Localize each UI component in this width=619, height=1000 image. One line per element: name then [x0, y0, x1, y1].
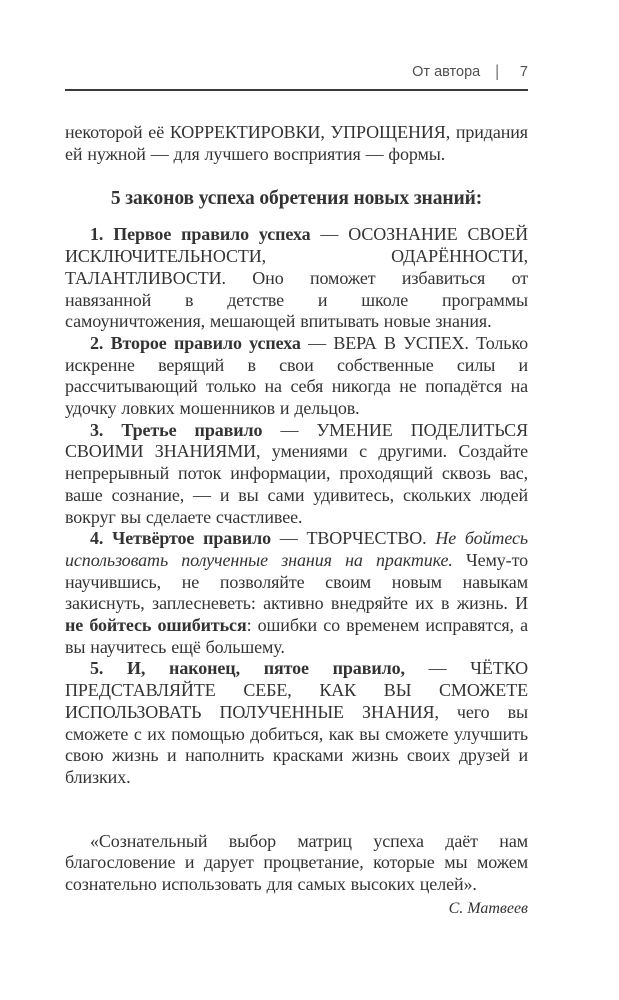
rule-paragraph [65, 420, 528, 529]
page-body [65, 122, 528, 919]
rule-paragraph [65, 528, 528, 658]
running-header-section-title: От автора [412, 64, 481, 80]
page-number: 7 [519, 64, 528, 80]
text-segment: Чему-то научившись, не позволяйте своим новым навыкам закиснуть, заплесневеть: активно внедряйте их в жизнь. И [65, 549, 528, 614]
text-segment: не бойтесь ошибиться [65, 615, 247, 636]
text-segment: 5. И, наконец, пятое правило, [90, 658, 405, 679]
text-segment: — ЧЁТКО ПРЕДСТАВЛЯЙТЕ СЕБЕ, КАК ВЫ СМОЖЕТЕ ИСПОЛЬЗОВАТЬ ПОЛУЧЕННЫЕ ЗНАНИЯ, чего вы сможете с их помощью добиться, как вы сможете улучшить свою жизнь и наполнить красками жизнь своих друзей и близких. [65, 658, 528, 787]
text-segment: 1. Первое правило успеха [90, 224, 311, 245]
text-segment: Не бойтесь использовать полученные знания на практике. [65, 528, 528, 570]
rules-list [65, 224, 528, 788]
intro-paragraph: некоторой её КОРРЕКТИРОВКИ, УПРОЩЕНИЯ, придания ей нужной — для лучшего восприятия — формы. [65, 122, 528, 164]
quote-block [65, 831, 528, 919]
text-segment: 2. Второе правило успеха [90, 332, 301, 353]
text-segment: 3. Третье правило [90, 419, 263, 440]
text-segment: — ТВОРЧЕСТВО. [270, 528, 436, 549]
text-segment: : ошибки со временем исправятся, а вы научитесь ещё большему. [65, 615, 528, 657]
text-segment: — ВЕРА В УСПЕХ. Только искренне верящий в свои собственные силы и рассчитывающий только на себя никогда не попадётся на удочку ловких мошенников и дельцов. [65, 332, 528, 419]
quote-paragraph: «Сознательный выбор матриц успеха даёт нам благословение и дарует процветание, которые мы можем сознательно использовать для самых высоких целей». [65, 830, 528, 895]
rule-paragraph [65, 224, 528, 333]
running-header-separator: | [495, 62, 499, 82]
section-heading: 5 законов успеха обретения новых знаний: [110, 188, 483, 210]
rule-paragraph [65, 333, 528, 420]
text-segment: — УМЕНИЕ ПОДЕЛИТЬСЯ СВОИМИ ЗНАНИЯМИ, умениями с другими. Создайте непрерывный поток информации, проходящий сквозь вас, ваше сознание, — и вы сами удивитесь, скольких людей вокруг вы сделаете счастливее. [65, 419, 528, 527]
quote-attribution: С. Матвеев [448, 899, 528, 917]
text-segment: 4. Четвёртое правило [90, 528, 271, 549]
running-header [65, 64, 528, 91]
text-segment: — ОСОЗНАНИЕ СВОЕЙ ИСКЛЮЧИТЕЛЬНОСТИ, ОДАРЁННОСТИ, ТАЛАНТЛИВОСТИ. Оно поможет избавиться от навязанной в детстве и школе программы самоуничтожения, мешающей впитывать новые знания. [65, 224, 528, 332]
rule-paragraph [65, 658, 528, 788]
